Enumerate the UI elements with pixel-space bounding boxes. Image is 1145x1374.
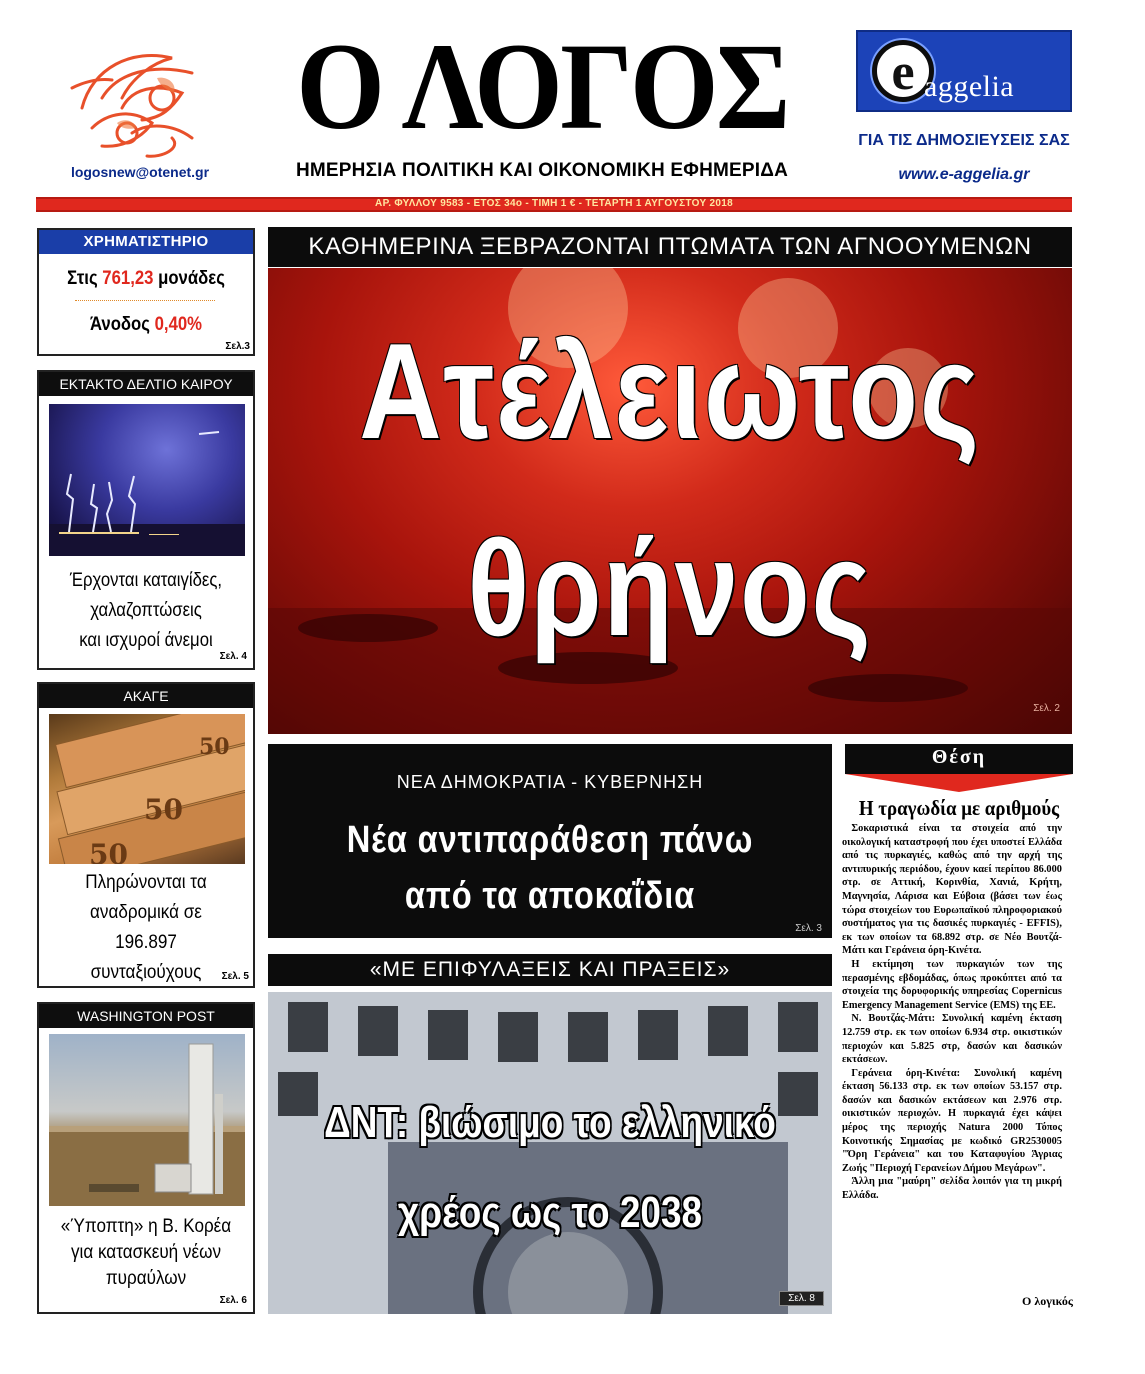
akage-line1: Πληρώνονται τα: [85, 872, 207, 893]
lightning-storm-photo: [49, 404, 245, 556]
page-reference: Σελ. 2: [1033, 703, 1060, 714]
eaggelia-ad-logo[interactable]: [856, 30, 1072, 112]
akage-line3: 196.897: [115, 932, 177, 953]
editorial-body: [842, 822, 1062, 1203]
editorial-title[interactable]: Η τραγωδία με αριθμούς: [858, 796, 1060, 820]
imf-headline: [313, 1078, 787, 1258]
stock-index-value: [52, 268, 240, 290]
euro-banknotes-photo: [49, 714, 245, 864]
lead-story-kicker[interactable]: ΚΑΘΗΜΕΡΙΝΑ ΞΕΒΡΑΖΟΝΤΑΙ ΠΤΩΜΑΤΑ ΤΩΝ ΑΓΝΟΟΥΜΕΝΩΝ: [268, 227, 1072, 267]
newspaper-logo-illustration: [62, 38, 212, 166]
svg-text:50: 50: [89, 838, 128, 864]
washington-post-box[interactable]: [37, 1002, 255, 1314]
washington-post-headline: [50, 1214, 243, 1292]
politics-story[interactable]: [268, 744, 832, 938]
weather-line3: και ισχυροί άνεμοι: [79, 630, 213, 651]
stock-change-number: 0,40%: [154, 314, 203, 335]
lead-story-photo[interactable]: [268, 268, 1072, 734]
akage-headline: [50, 868, 243, 988]
akage-box[interactable]: [37, 682, 255, 988]
wp-line3: πυραύλων: [105, 1268, 187, 1289]
politics-headline-line1: Νέα αντιπαράθεση πάνω: [346, 819, 754, 861]
imf-building-photo[interactable]: [268, 992, 832, 1314]
page-reference: Σελ. 4: [219, 651, 247, 662]
politics-story-kicker: ΝΕΑ ΔΗΜΟΚΡΑΤΙΑ - ΚΥΒΕΡΝΗΣΗ: [396, 772, 704, 792]
newspaper-title: Ο ΛΟΓΟΣ: [296, 18, 788, 155]
issue-info-bar: [36, 197, 1072, 212]
editorial-paragraph: Σοκαριστικά είναι τα στοιχεία από την οικολογική καταστροφή που έχει υποστεί Ελλάδα από τις πυρκαγιές, καθώς από την αρχή της αντιπυρικής περιόδου, έχουν καεί περίπου 86.000 στρ. σε Αττική, Κορινθία, Χανιά, Κρήτη, Μαγνησία, Λάρισα και Εύβοια (βάσει των έως τώρα στοιχείων του Ευρωπαϊκού πληροφοριακού συστήματος για τις δασικές πυρκαγιές - EFFIS), εκ των οποίων τα 68.892 στρ. σε Νέο Βουτζά-Μάτι και Γεράνεια όρη-Κινέτα.: [842, 822, 1062, 957]
weather-header: ΕΚΤΑΚΤΟ ΔΕΛΤΙΟ ΚΑΙΡΟΥ: [39, 372, 253, 396]
weather-headline: [52, 566, 240, 656]
missile-launch-site-photo: [49, 1034, 245, 1206]
washington-post-header: WASHINGTON POST: [39, 1004, 253, 1028]
lead-headline-line2: θρήνος: [467, 512, 873, 664]
imf-headline-line2: χρέος ως το 2038: [397, 1188, 703, 1237]
divider: [75, 300, 215, 301]
editorial-header: [845, 744, 1073, 774]
eaggelia-tagline: ΓΙΑ ΤΙΣ ΔΗΜΟΣΙΕΥΣΕΙΣ ΣΑΣ: [858, 132, 1070, 149]
weather-box[interactable]: [37, 370, 255, 670]
akage-header: ΑΚΑΓΕ: [39, 684, 253, 708]
eaggelia-wordmark: aggelia: [924, 70, 1015, 103]
editorial-header-label: Θέση: [931, 746, 987, 768]
page-reference: Σελ. 3: [795, 923, 822, 934]
weather-line1: Έρχονται καταιγίδες,: [69, 570, 223, 591]
editorial-arrow-icon: [845, 774, 1073, 792]
eaggelia-url[interactable]: www.e-aggelia.gr: [898, 166, 1030, 183]
page-reference: Σελ. 8: [779, 1291, 824, 1306]
svg-text:50: 50: [144, 793, 183, 826]
page-reference: Σελ.3: [225, 341, 250, 352]
contact-email: logosnew@otenet.gr: [70, 164, 210, 180]
akage-line4: συνταξιούχους: [90, 962, 202, 983]
stock-index-number: 761,23: [102, 268, 154, 289]
lead-headline-line1: Ατέλειωτος: [359, 315, 981, 467]
weather-line2: χαλαζοπτώσεις: [90, 600, 202, 621]
editorial-paragraph: Ν. Βουτζάς-Μάτι: Συνολική καμένη έκταση 12.759 στρ. εκ των οποίων 6.934 στρ. οικιστικών περιοχών και 5.825 στρ, δασών και δασικών εκτάσεων.: [842, 1012, 1062, 1066]
editorial-signature: Ο λογικός: [1022, 1294, 1073, 1308]
newspaper-subtitle: ΗΜΕΡΗΣΙΑ ΠΟΛΙΤΙΚΗ ΚΑΙ ΟΙΚΟΝΟΜΙΚΗ ΕΦΗΜΕΡΙΔΑ: [295, 160, 789, 181]
editorial-paragraph: Γεράνεια όρη-Κινέτα: Συνολική καμένη έκταση 56.133 στρ. εκ των οποίων 53.157 στρ. δασών και δασικών εκτάσεων και 2.976 στρ. οικιστικών περιοχών. Η πυρκαγιά έχει κάψει μέρος της περιοχής Natura 2000 Τόπος Κοινοτικής Σημασίας με κωδικό GR2530005 "Όρη Γεράνεια" και του Καταφυγίου Άγριας Ζωής "Περιοχή Γερανείων Δήμου Μεγάρων".: [842, 1066, 1062, 1174]
politics-headline: [307, 812, 792, 924]
stock-change-value: [52, 314, 240, 336]
editorial-paragraph: Η εκτίμηση των πυρκαγιών των της περασμένης εβδομάδας, όπως προκύπτει από τα στοιχεία της δορυφορικής υπηρεσίας Copernicus Emergency Management Service (EMS) της ΕΕ.: [842, 957, 1062, 1011]
akage-line2: αναδρομικά σε: [90, 902, 202, 923]
stock-line1-suffix: μονάδες: [153, 268, 225, 289]
page-reference: Σελ. 5: [221, 971, 249, 982]
stock-line2-prefix: Άνοδος: [89, 314, 155, 335]
imf-story-kicker[interactable]: «ΜΕ ΕΠΙΦΥΛΑΞΕΙΣ ΚΑΙ ΠΡΑΞΕΙΣ»: [268, 954, 832, 986]
page-reference: Σελ. 6: [219, 1295, 247, 1306]
wp-line2: για κατασκευή νέων: [70, 1242, 222, 1263]
issue-info-text: ΑΡ. ΦΥΛΛΟΥ 9583 - ΕΤΟΣ 34ο - ΤΙΜΗ 1 € - ΤΕΤΑΡΤΗ 1 ΑΥΓΟΥΣΤΟΥ 2018: [375, 198, 733, 209]
politics-headline-line2: από τα αποκαΐδια: [404, 875, 696, 917]
stock-market-header: ΧΡΗΜΑΤΙΣΤΗΡΙΟ: [39, 230, 253, 254]
stock-market-box[interactable]: [37, 228, 255, 356]
stock-line1-prefix: Στις: [67, 268, 103, 289]
wp-line1: «Ύποπτη» η Β. Κορέα: [60, 1216, 232, 1237]
editorial-paragraph: Άλλη μια "μαύρη" σελίδα λοιπόν για τη μικρή Ελλάδα.: [842, 1175, 1062, 1202]
imf-headline-line1: ΔΝΤ: βιώσιμο το ελληνικό: [324, 1098, 776, 1147]
svg-text:50: 50: [199, 734, 230, 760]
eaggelia-letter: e: [891, 44, 915, 101]
